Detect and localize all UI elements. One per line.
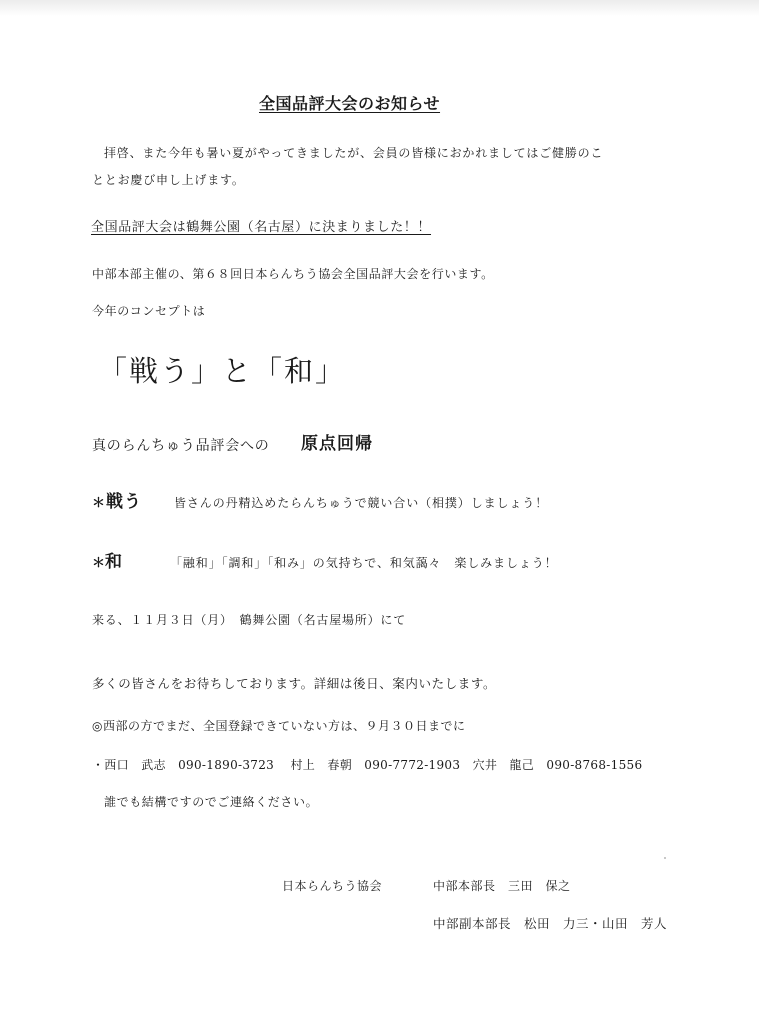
registration-notice: ◎西部の方でまだ、全国登録できていない方は、９月３０日までに	[92, 719, 466, 733]
venue-decided-heading: 全国品評大会は鶴舞公園（名古屋）に決まりました！！	[91, 220, 432, 235]
welcome-message: 誰でも結構ですのでご連絡ください。	[104, 795, 319, 809]
star-bullet: ＊	[92, 556, 106, 571]
concept-intro: 今年のコンセプトは	[92, 304, 206, 318]
contact-list: ・西口 武志 090-1890-3723 村上 春朝 090-7772-1903 穴井 龍己 090-8768-1556	[92, 758, 643, 772]
waiting-message: 多くの皆さんをお待ちしております。詳細は後日、案内いたします。	[92, 676, 497, 691]
star-bullet: ＊	[92, 496, 107, 511]
fight-description: 皆さんの丹精込めたらんちゅうで競い合い（相撲）しましょう！	[174, 496, 549, 510]
scan-speck	[664, 857, 666, 859]
fight-label	[92, 491, 142, 515]
concept-headline: 「戦う」と「和」	[98, 354, 347, 388]
harmony-description: 「融和」「調和」「和み」の気持ちで、和気藹々 楽しみましょう！	[170, 556, 558, 570]
chief-signature: 中部本部長 三田 保之	[433, 879, 571, 893]
harmony-label-text: 和	[105, 552, 123, 572]
date-and-place: 来る、１１月３日（月） 鶴舞公園（名古屋場所）にて	[92, 613, 407, 627]
greeting-line-2: ととお慶び申し上げます。	[92, 173, 245, 187]
fight-label-text: 戦う	[106, 492, 143, 512]
host-statement: 中部本部主催の、第６８回日本らんちう協会全国品評大会を行います。	[92, 267, 494, 281]
harmony-label	[92, 551, 122, 575]
origin-emphasis: 原点回帰	[301, 434, 373, 454]
greeting-line-1: 拝啓、また今年も暑い夏がやってきましたが、会員の皆様におかれましてはご健勝のこ	[104, 146, 604, 160]
origin-prefix: 真のらんちゅう品評会への	[92, 438, 270, 454]
document-title: 全国品評大会のお知らせ	[259, 94, 441, 113]
vice-chief-signature: 中部副本部長 松田 力三・山田 芳人	[433, 916, 668, 931]
association-name: 日本らんちう協会	[282, 879, 383, 893]
